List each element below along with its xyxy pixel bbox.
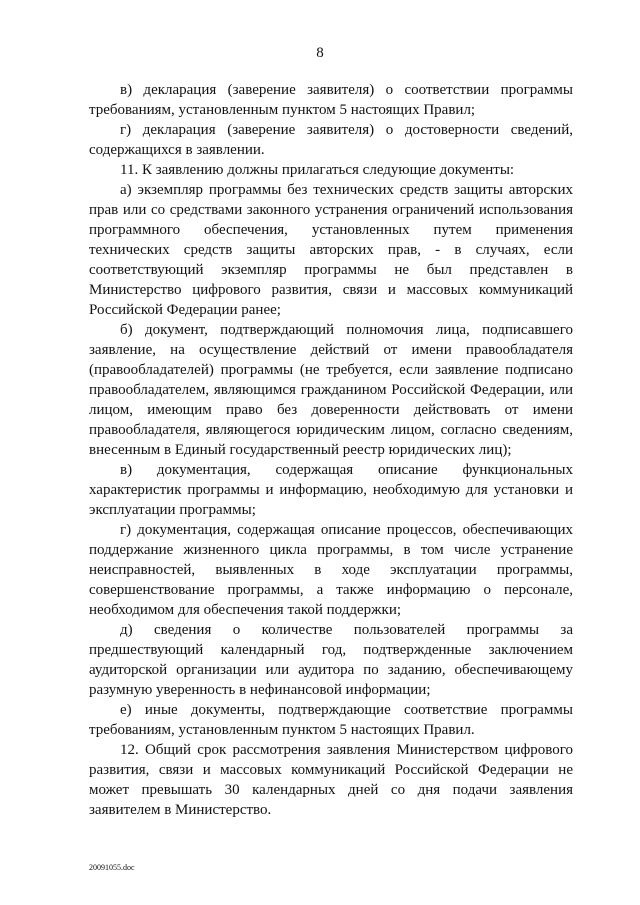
paragraph-section-11-heading: 11. К заявлению должны прилагаться следующие документы: xyxy=(120,162,515,178)
page-number: 8 xyxy=(316,45,324,61)
paragraph-user-count-info: д) сведения о количестве пользователей программы за предшествующий календарный год, подтвержденные заключением аудиторской организации или аудитора по заданию, обеспечивающему разумную уверенность в нефинансовой информации; xyxy=(89,622,573,698)
paragraph-section-12-review-term: 12. Общий срок рассмотрения заявления Министерством цифрового развития, связи и массовых коммуникаций Российской Федерации не может превышать 30 календарных дней со дня подачи заявления заявителем в Министерство. xyxy=(89,742,573,818)
paragraph-declaration-accuracy: г) декларация (заверение заявителя) о достоверности сведений, содержащихся в заявлении. xyxy=(89,122,573,158)
footer-filename: 20091055.doc xyxy=(89,863,135,872)
paragraph-authority-document: б) документ, подтверждающий полномочия лица, подписавшего заявление, на осуществление действий от имени правообладателя (правообладателей) программы (не требуется, если заявление подписано правообладателем, являющимся гражданином Российской Федерации, или лицом, имеющим право без доверенности действовать от имени правообладателя, являющегося юридическим лицом, согласно сведениям, внесенным в Единый государственный реестр юридических лиц); xyxy=(89,322,573,458)
paragraph-program-copy: а) экземпляр программы без технических средств защиты авторских прав или со средствами законного устранения ограничений использования программного обеспечения, установленных путем применения технических средств защиты авторских прав, - в случаях, если соответствующий экземпляр программы не был представлен в Министерство цифрового развития, связи и массовых коммуникаций Российской Федерации ранее; xyxy=(89,182,573,318)
paragraph-other-documents: е) иные документы, подтверждающие соответствие программы требованиям, установленным пунктом 5 настоящих Правил. xyxy=(89,702,573,738)
paragraph-functional-documentation: в) документация, содержащая описание функциональных характеристик программы и информацию, необходимую для установки и эксплуатации программы; xyxy=(89,462,573,518)
paragraph-lifecycle-documentation: г) документация, содержащая описание процессов, обеспечивающих поддержание жизненного цикла программы, в том числе устранение неисправностей, выявленных в ходе эксплуатации программы, совершенствование программы, а также информацию о персонале, необходимом для обеспечения такой поддержки; xyxy=(89,522,573,618)
document-body xyxy=(89,80,573,820)
paragraph-declaration-compliance: в) декларация (заверение заявителя) о соответствии программы требованиям, установленным пунктом 5 настоящих Правил; xyxy=(89,82,573,118)
